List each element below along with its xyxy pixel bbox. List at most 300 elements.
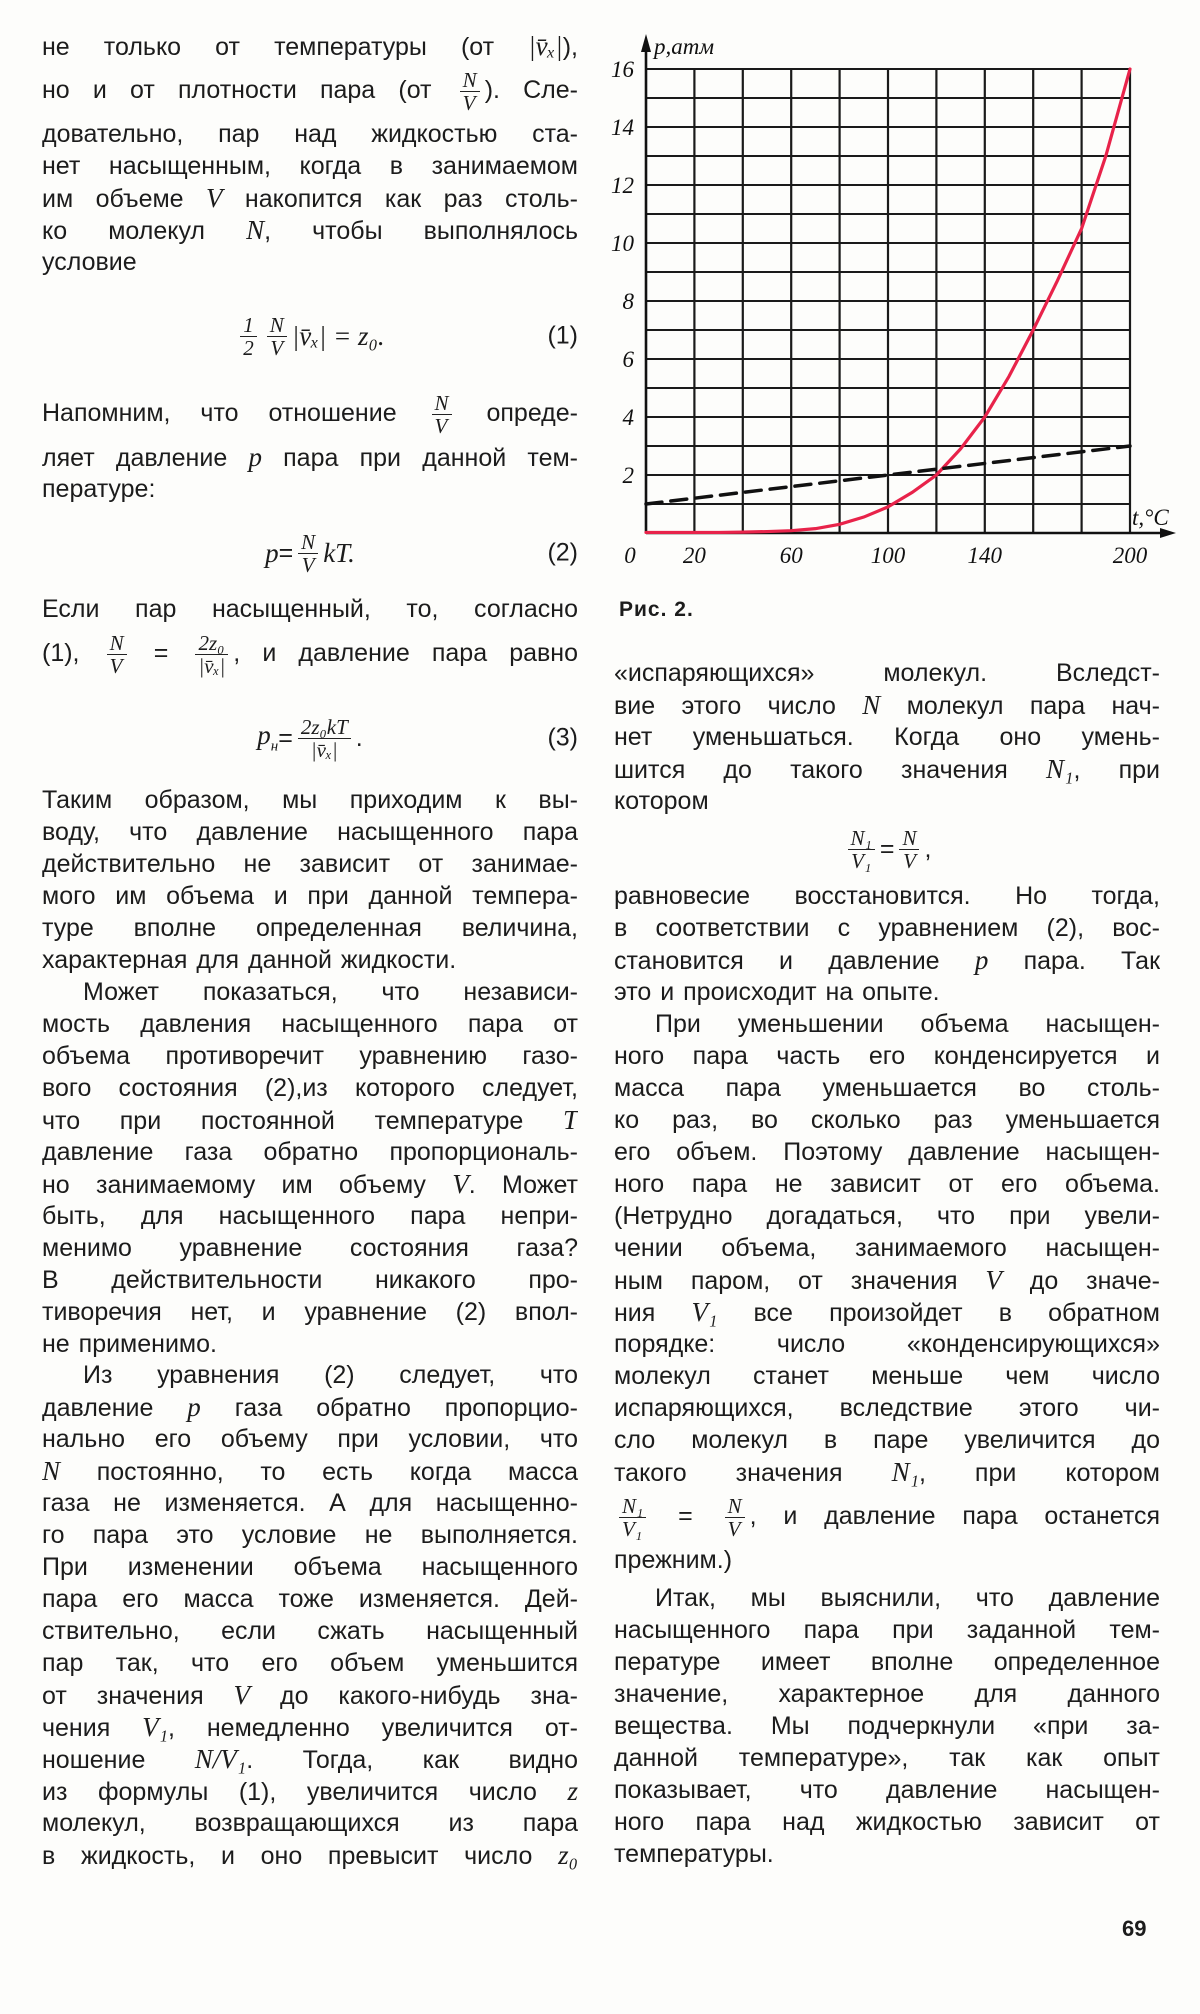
- text-line: [42, 1008, 578, 1040]
- text-run: молекул, возвращающихся из пара: [42, 1809, 578, 1837]
- text-run: чении объема, занимаемого насыщен-: [614, 1234, 1160, 1262]
- text-run: пар так, что его объем уменьшится: [42, 1649, 578, 1677]
- y-axis-arrow-icon: [641, 34, 651, 52]
- fraction: [267, 314, 287, 359]
- y-tick-label: 8: [622, 289, 634, 314]
- math-symbol-text: N/V₁: [194, 1744, 247, 1774]
- text-run: газа не изменяется. А для насыщенно-: [42, 1489, 578, 1517]
- text-line: [42, 1679, 578, 1711]
- text-run: объема противоречит уравнению газо-: [42, 1042, 578, 1070]
- math-symbol: [985, 1265, 1002, 1295]
- fraction-numerator: N₁: [848, 827, 875, 850]
- text-run: =: [651, 1502, 720, 1530]
- text-run: чения: [42, 1714, 143, 1742]
- text-line: [42, 1328, 578, 1360]
- math-symbol: [195, 1744, 246, 1774]
- text-line: [42, 246, 578, 278]
- text-run: давление: [42, 1394, 188, 1422]
- text-line: [614, 1838, 1160, 1870]
- math-symbol: [206, 183, 223, 213]
- text-run: данной температуре», так как опыт: [614, 1744, 1160, 1772]
- math-symbol-text: kT.: [323, 537, 355, 568]
- text-run: от значения: [42, 1682, 234, 1710]
- text-line: [614, 1104, 1160, 1136]
- text-line: [42, 912, 578, 944]
- math-symbol: [975, 945, 989, 975]
- text-run: При изменении объема насыщенного: [42, 1553, 578, 1581]
- math-symbol-text: V₁: [142, 1712, 169, 1742]
- text-line: [614, 1582, 1160, 1614]
- text-line: [42, 1072, 578, 1104]
- page-number: 69: [1122, 1916, 1147, 1941]
- fraction-denominator: V: [434, 413, 448, 438]
- right-paragraph-3: [614, 1008, 1160, 1576]
- y-tick-label: 10: [611, 231, 634, 256]
- pressure-temperature-chart: [590, 20, 1180, 600]
- text-run: порядке: число «конденсирующихся»: [614, 1330, 1160, 1358]
- fraction-denominator: V: [462, 90, 476, 115]
- fraction-numerator: N: [460, 69, 480, 92]
- text-run: пара его масса тоже изменяется. Дей-: [42, 1585, 578, 1613]
- text-run: пературе:: [42, 475, 156, 503]
- text-line: [614, 657, 1160, 689]
- text-line: [42, 1264, 578, 1296]
- text-run: что при постоянной температуре: [42, 1107, 563, 1135]
- text-line: [614, 785, 1160, 817]
- text-line: [614, 1200, 1160, 1232]
- text-run: Если пар насыщенный, то, согласно: [42, 595, 578, 623]
- text-line: [42, 30, 578, 62]
- formula-3: [42, 705, 578, 771]
- math-symbol: [892, 1457, 919, 1487]
- fraction: [240, 314, 257, 359]
- fraction: [107, 632, 127, 677]
- text-line: [614, 1008, 1160, 1040]
- x-tick-label: 20: [682, 543, 706, 568]
- fraction: [195, 632, 228, 677]
- text-run: опреде-: [456, 399, 578, 427]
- math-symbol-text: z₀: [558, 1840, 578, 1870]
- text-run: в жидкость, и оно превысит число: [42, 1842, 559, 1870]
- text-line: [42, 62, 578, 118]
- text-line: [42, 1583, 578, 1615]
- fraction-denominator: 2: [243, 335, 254, 360]
- fraction: [460, 69, 480, 114]
- fraction-denominator: V: [270, 335, 284, 360]
- fraction-denominator: V: [301, 552, 315, 577]
- text-run: молекул станет меньше чем число: [614, 1362, 1160, 1390]
- text-run: =: [278, 538, 294, 567]
- math-symbol: [292, 321, 385, 352]
- text-line: [42, 1168, 578, 1200]
- x-tick-label: 100: [870, 543, 906, 568]
- text-run: Из уравнения (2) следует, что: [83, 1361, 578, 1389]
- text-line: [42, 1296, 578, 1328]
- text-run: вещества. Мы подчеркнули «при за-: [614, 1712, 1160, 1740]
- fraction-numerator: N: [725, 1495, 745, 1518]
- left-paragraph-6: [42, 1359, 578, 1871]
- math-symbol-text: |v̄ₓ| = z₀.: [291, 320, 385, 351]
- text-line: [42, 182, 578, 214]
- text-line: [614, 1456, 1160, 1488]
- text-run: (1),: [42, 639, 102, 667]
- text-line: [42, 1551, 578, 1583]
- text-run: ,: [924, 834, 932, 863]
- math-symbol: [246, 215, 264, 245]
- text-line: [42, 1519, 578, 1551]
- text-run: ). Сле-: [484, 76, 578, 104]
- text-line: [42, 1200, 578, 1232]
- text-run: испаряющихся, вследствие этого чи-: [614, 1394, 1160, 1422]
- text-run: до какого-нибудь зна-: [250, 1682, 578, 1710]
- text-line: [614, 1614, 1160, 1646]
- fraction-denominator: |v̄ₓ|: [310, 737, 338, 762]
- text-run: вого состояния (2),из которого следует,: [42, 1074, 578, 1102]
- text-line: [614, 1040, 1160, 1072]
- text-run: ного пара часть его конденсируется и: [614, 1042, 1160, 1070]
- text-run: из формулы (1), увеличится число: [42, 1778, 568, 1806]
- text-line: [42, 1423, 578, 1455]
- text-line: [614, 1072, 1160, 1104]
- text-run: , при котором: [918, 1459, 1160, 1487]
- fraction: [848, 827, 875, 872]
- formula-body: [42, 705, 578, 771]
- text-run: давление газа обратно пропорциональ-: [42, 1138, 578, 1166]
- text-run: туре вполне определенная величина,: [42, 914, 578, 942]
- text-run: ношение: [42, 1746, 195, 1774]
- y-tick-label: 12: [611, 173, 634, 198]
- text-line: [614, 880, 1160, 912]
- left-paragraph-3: [42, 593, 578, 681]
- fraction-numerator: N: [432, 392, 452, 415]
- text-run: «испаряющихся» молекул. Вследст-: [614, 659, 1160, 687]
- formula-4: [614, 820, 1160, 878]
- text-run: ляет давление: [42, 444, 249, 472]
- text-line: [614, 1488, 1160, 1544]
- text-run: котором: [614, 787, 709, 815]
- fraction: [298, 716, 351, 761]
- text-line: [42, 1775, 578, 1807]
- text-line: [42, 1391, 578, 1423]
- fraction-denominator: V₁: [622, 1516, 643, 1541]
- math-symbol-text: p: [974, 945, 989, 975]
- text-run: нет уменьшаться. Когда оно умень-: [614, 723, 1160, 751]
- left-paragraph-1: [42, 30, 578, 278]
- text-run: , и давление пара равно: [233, 639, 578, 667]
- text-run: . Тогда, как видно: [246, 1746, 578, 1774]
- right-paragraph-1: [614, 657, 1160, 817]
- fraction: [725, 1495, 745, 1540]
- text-run: до значе-: [1001, 1267, 1160, 1295]
- text-run: быть, для насыщенного пара непри-: [42, 1202, 578, 1230]
- text-run: Может показаться, что независи-: [83, 978, 578, 1006]
- text-run: его объем. Поэтому давление насыщен-: [614, 1138, 1160, 1166]
- text-run: не применимо.: [42, 1330, 217, 1358]
- math-symbol-text: N₁: [891, 1457, 919, 1487]
- fraction-numerator: 2z₀kT: [298, 716, 351, 739]
- x-tick-label: 60: [779, 543, 803, 568]
- text-line: [42, 1040, 578, 1072]
- text-line: [614, 1296, 1160, 1328]
- text-run: тиворечия нет, и уравнение (2) впол-: [42, 1298, 578, 1326]
- right-paragraph-2: [614, 880, 1160, 1008]
- fraction-denominator: V: [903, 848, 916, 873]
- text-line: [42, 1455, 578, 1487]
- text-run: насыщенного пара при заданной тем-: [614, 1616, 1160, 1644]
- text-run: постоянно, то есть когда масса: [60, 1458, 578, 1486]
- text-line: [42, 1487, 578, 1519]
- text-line: [42, 944, 578, 976]
- math-symbol-text: N₁: [1046, 754, 1074, 784]
- fraction-denominator: V: [727, 1516, 741, 1541]
- fraction-numerator: N: [298, 531, 318, 554]
- fraction-denominator: V₁: [851, 848, 872, 873]
- text-run: Таким образом, мы приходим к вы-: [42, 786, 578, 814]
- text-run: ного пара над жидкостью зависит от: [614, 1808, 1160, 1836]
- math-symbol: [257, 720, 278, 755]
- text-run: ного пара не зависит от его объема.: [614, 1170, 1160, 1198]
- text-run: характерная для данной жидкости.: [42, 946, 457, 974]
- math-symbol: [248, 442, 262, 472]
- text-run: накопится как раз столь-: [222, 185, 578, 213]
- math-symbol: [265, 538, 279, 569]
- text-line: [614, 1710, 1160, 1742]
- text-run: масса пара уменьшается во столь-: [614, 1074, 1160, 1102]
- text-line: [614, 1328, 1160, 1360]
- formula-body: [614, 820, 1160, 878]
- math-symbol: [528, 31, 563, 61]
- text-run: ным паром, от значения: [614, 1267, 986, 1295]
- left-paragraph-2: [42, 385, 578, 505]
- text-line: [42, 1711, 578, 1743]
- text-run: это и происходит на опыте.: [614, 978, 940, 1006]
- text-line: [614, 1168, 1160, 1200]
- text-run: . Может: [468, 1171, 578, 1199]
- text-line: [614, 944, 1160, 976]
- fraction-denominator: V: [109, 653, 123, 678]
- text-run: газа обратно пропорцио-: [200, 1394, 578, 1422]
- equation-number: (1): [547, 321, 578, 350]
- math-symbol-text: p: [257, 720, 271, 751]
- equation-number: (2): [547, 538, 578, 567]
- text-run: действительно не зависит от занимае-: [42, 850, 578, 878]
- text-line: [42, 880, 578, 912]
- text-line: [614, 1264, 1160, 1296]
- x-tick-label: 200: [1112, 543, 1148, 568]
- text-line: [42, 1615, 578, 1647]
- text-line: [42, 1359, 578, 1391]
- text-line: [614, 689, 1160, 721]
- text-line: [614, 1232, 1160, 1264]
- math-symbol-text: N: [246, 215, 265, 245]
- math-symbol-text: V: [206, 183, 223, 213]
- text-line: [42, 1647, 578, 1679]
- y-tick-label: 4: [622, 405, 634, 430]
- figure-caption: Рис. 2.: [619, 598, 694, 621]
- math-symbol-text: z: [567, 1776, 578, 1806]
- math-symbol-text: T: [562, 1105, 578, 1135]
- math-symbol: [142, 1712, 168, 1742]
- text-run: им объеме: [42, 185, 206, 213]
- text-line: [614, 1774, 1160, 1806]
- formula-2: [42, 525, 578, 581]
- y-axis-label: p,атм: [654, 34, 715, 59]
- text-line: [42, 150, 578, 182]
- text-run: значение, характерное для данного: [614, 1680, 1160, 1708]
- text-line: [614, 1806, 1160, 1838]
- text-run: , и давление пара останется: [749, 1502, 1160, 1530]
- left-paragraph-5: [42, 976, 578, 1360]
- text-run: =: [131, 639, 191, 667]
- text-run: сло молекул в паре увеличится до: [614, 1426, 1160, 1454]
- text-run: прежним.): [614, 1546, 733, 1574]
- equation-number: (3): [547, 723, 578, 752]
- text-line: [42, 976, 578, 1008]
- math-symbol: [187, 1392, 201, 1422]
- text-run: ко молекул: [42, 217, 247, 245]
- text-line: [614, 1136, 1160, 1168]
- text-line: [614, 1360, 1160, 1392]
- fraction-numerator: 1: [240, 314, 257, 337]
- text-run: , при: [1073, 756, 1160, 784]
- text-run: в соответствии с уравнением (2), вос-: [614, 914, 1160, 942]
- math-symbol-text: N: [42, 1456, 61, 1486]
- text-line: [42, 214, 578, 246]
- text-run: температуры.: [614, 1840, 774, 1868]
- math-symbol-text: V: [233, 1680, 251, 1710]
- math-symbol: [563, 1105, 578, 1135]
- right-paragraph-4: [614, 1582, 1160, 1870]
- math-symbol: [862, 690, 880, 720]
- text-run: В действительности никакого про-: [42, 1266, 578, 1294]
- text-run: , чтобы выполнялось: [264, 217, 578, 245]
- formula-1: [42, 305, 578, 367]
- math-symbol-text: V: [452, 1169, 469, 1199]
- left-paragraph-4: [42, 784, 578, 976]
- math-symbol-text: p: [248, 442, 262, 472]
- text-run: При уменьшении объема насыщен-: [655, 1010, 1160, 1038]
- text-run: Итак, мы выяснили, что давление: [655, 1584, 1160, 1612]
- text-run: условие: [42, 248, 137, 276]
- fraction-numerator: N: [267, 314, 287, 337]
- text-line: [42, 1743, 578, 1775]
- x-tick-label: 0: [624, 543, 636, 568]
- fraction-numerator: N: [107, 632, 127, 655]
- math-subscript: н: [270, 738, 279, 755]
- text-line: [42, 1807, 578, 1839]
- formula-body: [42, 525, 578, 581]
- text-run: пературе имеет вполне определенное: [614, 1648, 1160, 1676]
- text-line: [614, 1392, 1160, 1424]
- text-line: [42, 473, 578, 505]
- text-run: мого им объема и при данной темпера-: [42, 882, 578, 910]
- text-line: [42, 441, 578, 473]
- text-run: показывает, что давление насыщен-: [614, 1776, 1160, 1804]
- text-run: Напомним, что отношение: [42, 399, 427, 427]
- math-symbol-text: |v̄ₓ|: [528, 31, 563, 61]
- math-symbol: [323, 538, 355, 569]
- text-line: [614, 1646, 1160, 1678]
- math-symbol: [558, 1840, 578, 1870]
- math-symbol-text: V: [985, 1265, 1002, 1295]
- fraction-numerator: N₁: [619, 1495, 646, 1518]
- fraction-numerator: N: [899, 827, 919, 850]
- y-tick-label: 2: [622, 463, 634, 488]
- text-run: , немедленно увеличится от-: [168, 1714, 578, 1742]
- math-symbol-text: p: [265, 537, 279, 568]
- formula-body: [42, 305, 578, 367]
- math-symbol: [234, 1680, 251, 1710]
- text-line: [614, 912, 1160, 944]
- text-run: но занимаемому им объему: [42, 1171, 453, 1199]
- text-run: нально его объему при условии, что: [42, 1425, 578, 1453]
- text-line: [42, 816, 578, 848]
- text-run: становится и давление: [614, 947, 975, 975]
- text-line: [614, 1544, 1160, 1576]
- math-symbol: [1046, 754, 1073, 784]
- text-run: нет насыщенным, когда в занимаемом: [42, 152, 578, 180]
- text-run: го пара это условие не выполняется.: [42, 1521, 578, 1549]
- fraction: [899, 827, 919, 872]
- fraction-denominator: |v̄ₓ|: [198, 653, 226, 678]
- text-run: молекул пара нач-: [880, 692, 1160, 720]
- text-line: [614, 976, 1160, 1008]
- text-line: [614, 753, 1160, 785]
- text-run: ),: [562, 33, 578, 61]
- text-line: [614, 721, 1160, 753]
- x-tick-label: 140: [967, 543, 1003, 568]
- math-symbol-text: V₁: [691, 1297, 718, 1327]
- text-line: [42, 1136, 578, 1168]
- text-line: [42, 593, 578, 625]
- text-line: [614, 1424, 1160, 1456]
- text-run: довательно, пар над жидкостью ста-: [42, 120, 578, 148]
- y-tick-label: 14: [611, 115, 634, 140]
- fraction: [432, 392, 452, 437]
- text-run: равновесие восстановится. Но тогда,: [614, 882, 1160, 910]
- fraction: [298, 531, 318, 576]
- text-run: вие этого число: [614, 692, 863, 720]
- text-line: [614, 1742, 1160, 1774]
- fraction-numerator: 2z₀: [195, 632, 228, 655]
- math-symbol: [567, 1776, 578, 1806]
- text-run: пара. Так: [988, 947, 1160, 975]
- text-run: воду, что давление насыщенного пара: [42, 818, 578, 846]
- text-line: [42, 118, 578, 150]
- text-run: =: [879, 834, 895, 863]
- text-run: такого значения: [614, 1459, 892, 1487]
- text-run: но и от плотности пара (от: [42, 76, 455, 104]
- text-run: ствительно, если сжать насыщенный: [42, 1617, 578, 1645]
- text-line: [42, 1839, 578, 1871]
- text-run: пара при данной тем-: [261, 444, 578, 472]
- text-run: мость давления насыщенного пара от: [42, 1010, 578, 1038]
- math-symbol-text: p: [187, 1392, 201, 1422]
- text-run: не только от температуры (от: [42, 33, 529, 61]
- text-run: менимо уравнение состояния газа?: [42, 1234, 578, 1262]
- fraction: [619, 1495, 646, 1540]
- text-run: ко раз, во сколько раз уменьшается: [614, 1106, 1160, 1134]
- math-symbol: [42, 1456, 60, 1486]
- math-symbol: [452, 1169, 469, 1199]
- text-run: шится до такого значения: [614, 756, 1047, 784]
- text-line: [42, 385, 578, 441]
- text-line: [42, 1232, 578, 1264]
- text-line: [614, 1678, 1160, 1710]
- text-line: [42, 625, 578, 681]
- x-axis-label: t,°C: [1132, 505, 1169, 530]
- text-run: =: [278, 723, 293, 752]
